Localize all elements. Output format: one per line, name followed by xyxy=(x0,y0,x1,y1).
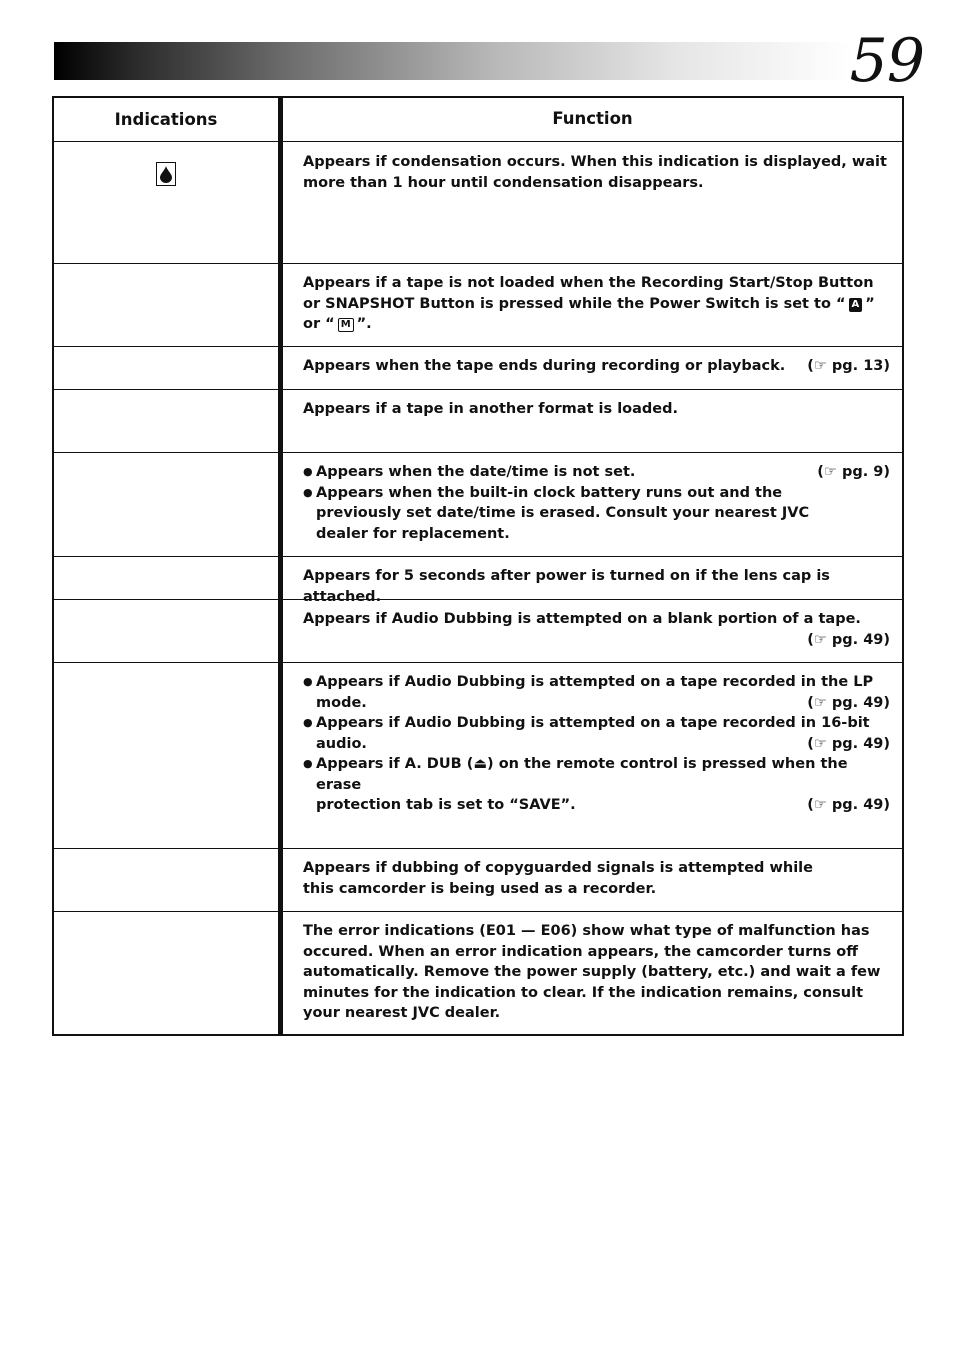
bullet-icon: ● xyxy=(303,757,313,770)
auto-mode-icon: A xyxy=(849,298,863,312)
page-reference: (☞ pg. 9) xyxy=(817,464,890,480)
table-row xyxy=(54,848,902,911)
function-text: Appears when the tape ends during recording or playback. xyxy=(303,358,786,374)
function-text: ”. xyxy=(356,316,372,332)
function-text: Appears if a tape in another format is loaded. xyxy=(303,401,679,417)
bullet-icon: ● xyxy=(303,716,313,729)
table-row xyxy=(54,556,902,605)
function-text: The error indications (E01 — E06) show what type of malfunction has occured. When an error indication appears, the camcorder turns off automatically. Remove the power supply (battery, etc.) and wait a few minutes for the indication to clear. If the indication remains, consult your nearest JVC dealer. xyxy=(303,923,881,1021)
indication-cell xyxy=(54,912,283,1034)
function-text: Appears for 5 seconds after power is turned on if the lens cap is attached. xyxy=(303,568,830,605)
indication-cell xyxy=(54,347,283,389)
ref-open: ( xyxy=(807,358,814,374)
indication-cell xyxy=(54,663,283,848)
page-header-bar xyxy=(54,42,854,80)
bullet-icon: ● xyxy=(303,465,313,478)
indication-cell xyxy=(54,264,283,346)
function-text: Appears if condensation occurs. When this indication is displayed, wait more than 1 hour until condensation disappears. xyxy=(303,154,887,191)
page-number: 59 xyxy=(849,26,924,96)
bullet-item xyxy=(303,672,890,713)
table-row xyxy=(54,263,902,346)
bullet-text: Appears if Audio Dubbing is attempted on a tape recorded in 16-bit xyxy=(316,715,870,731)
function-text: ” or “ xyxy=(303,295,875,332)
function-cell xyxy=(283,142,902,263)
function-cell xyxy=(283,912,902,1034)
table-row xyxy=(54,141,902,263)
bullet-item xyxy=(303,483,890,545)
page-reference: (☞ pg. 49) xyxy=(807,797,890,813)
bullet-text: Appears if A. DUB (⏏) on the remote control is pressed when the erase xyxy=(316,756,848,793)
function-cell xyxy=(283,557,902,605)
indication-cell xyxy=(54,142,283,263)
table-row xyxy=(54,911,902,1034)
function-cell xyxy=(283,347,902,389)
function-cell xyxy=(283,663,902,848)
ref-text: ☞ pg. 13) xyxy=(813,358,890,374)
function-header: Function xyxy=(552,109,633,129)
manual-mode-icon: M xyxy=(338,318,354,332)
bullet-icon: ● xyxy=(303,485,313,499)
page-reference: (☞ pg. 49) xyxy=(807,735,890,752)
table-row xyxy=(54,599,902,662)
indications-table xyxy=(52,96,904,1036)
indication-cell xyxy=(54,557,283,599)
indication-cell xyxy=(54,453,283,556)
bullet-text: Appears when the date/time is not set. xyxy=(316,464,636,480)
function-cell xyxy=(283,390,902,452)
function-cell xyxy=(283,600,902,662)
bullet-icon: ● xyxy=(303,675,313,688)
table-row xyxy=(54,346,902,389)
function-text: Appears if dubbing of copyguarded signals is attempted while this camcorder is being used as a recorder. xyxy=(303,860,813,897)
water-drop-icon xyxy=(156,162,176,186)
function-cell xyxy=(283,264,902,346)
indication-cell xyxy=(54,390,283,452)
function-text: Appears if a tape is not loaded when the Recording Start/Stop Button or SNAPSHOT Button is pressed while the Power Switch is set to “ xyxy=(303,275,874,312)
table-row xyxy=(54,389,902,452)
function-cell xyxy=(283,453,902,556)
indications-header: Indications xyxy=(54,98,283,141)
function-cell xyxy=(283,849,902,911)
page-reference: (☞ pg. 49) xyxy=(807,694,890,711)
table-row xyxy=(54,662,902,848)
bullet-text: mode. xyxy=(316,694,367,711)
bullet-text: Appears if Audio Dubbing is attempted on a tape recorded in the LP xyxy=(316,674,874,690)
bullet-item xyxy=(303,713,890,754)
indication-cell xyxy=(54,849,283,911)
function-text: Appears if Audio Dubbing is attempted on a blank portion of a tape. xyxy=(303,611,861,627)
bullet-item xyxy=(303,462,890,483)
page-reference xyxy=(807,356,890,377)
table-row xyxy=(54,452,902,556)
bullet-text: protection tab is set to “SAVE”. xyxy=(316,797,576,813)
bullet-item xyxy=(303,754,890,816)
indication-cell xyxy=(54,600,283,662)
page-reference: (☞ pg. 49) xyxy=(807,631,890,648)
table-header-row xyxy=(54,98,902,141)
bullet-text: Appears when the built-in clock battery runs out and the previously set date/time is erased. Consult your nearest JVC dealer for replacement. xyxy=(316,484,810,542)
bullet-text: audio. xyxy=(316,735,367,752)
